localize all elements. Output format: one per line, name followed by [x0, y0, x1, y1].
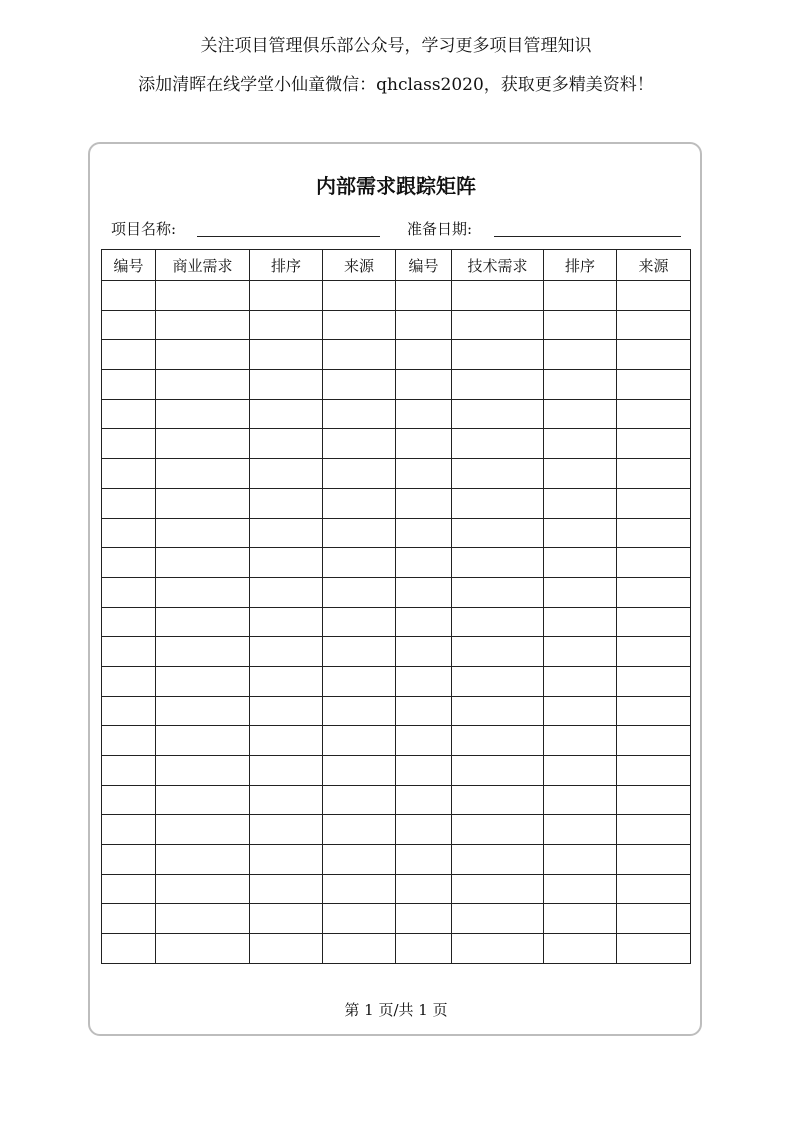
table-cell[interactable] [323, 845, 396, 875]
table-cell[interactable] [323, 726, 396, 756]
table-cell[interactable] [617, 637, 691, 667]
table-cell[interactable] [617, 281, 691, 311]
table-cell[interactable] [396, 488, 452, 518]
table-cell[interactable] [102, 370, 156, 400]
table-row [102, 340, 691, 370]
table-cell[interactable] [156, 726, 250, 756]
table-cell[interactable] [617, 696, 691, 726]
table-cell[interactable] [323, 577, 396, 607]
table-row [102, 518, 691, 548]
table-cell[interactable] [323, 340, 396, 370]
table-cell[interactable] [250, 607, 323, 637]
table-cell[interactable] [617, 607, 691, 637]
table-cell[interactable] [102, 637, 156, 667]
table-cell[interactable] [396, 399, 452, 429]
table-cell[interactable] [250, 310, 323, 340]
table-row [102, 756, 691, 786]
table-cell[interactable] [102, 934, 156, 964]
table-cell[interactable] [617, 459, 691, 489]
table-cell[interactable] [396, 637, 452, 667]
table-cell[interactable] [452, 518, 544, 548]
table-row [102, 785, 691, 815]
table-cell[interactable] [452, 637, 544, 667]
table-cell[interactable] [323, 370, 396, 400]
table-cell[interactable] [617, 488, 691, 518]
table-cell[interactable] [544, 399, 617, 429]
table-cell[interactable] [250, 756, 323, 786]
table-body [102, 281, 691, 964]
table-cell[interactable] [250, 548, 323, 578]
table-row [102, 815, 691, 845]
table-cell[interactable] [617, 904, 691, 934]
table-cell[interactable] [102, 815, 156, 845]
table-cell[interactable] [250, 429, 323, 459]
table-cell[interactable] [323, 874, 396, 904]
table-cell[interactable] [617, 340, 691, 370]
table-cell[interactable] [544, 934, 617, 964]
table-cell[interactable] [544, 340, 617, 370]
table-cell[interactable] [544, 815, 617, 845]
column-header-biz-source: 来源 [323, 250, 396, 281]
page-footer: 第 1 页/共 1 页 [344, 1001, 448, 1019]
table-row [102, 874, 691, 904]
table-cell[interactable] [250, 340, 323, 370]
column-header-technical-requirement: 技术需求 [452, 250, 544, 281]
table-row [102, 637, 691, 667]
table-cell[interactable] [617, 429, 691, 459]
table-cell[interactable] [396, 518, 452, 548]
table-row [102, 548, 691, 578]
table-cell[interactable] [156, 577, 250, 607]
table-cell[interactable] [156, 845, 250, 875]
table-cell[interactable] [250, 874, 323, 904]
table-cell[interactable] [452, 399, 544, 429]
table-cell[interactable] [544, 518, 617, 548]
table-cell[interactable] [396, 696, 452, 726]
table-row [102, 459, 691, 489]
table-cell[interactable] [250, 518, 323, 548]
table-cell[interactable] [102, 666, 156, 696]
table-row [102, 370, 691, 400]
table-cell[interactable] [102, 874, 156, 904]
table-cell[interactable] [156, 637, 250, 667]
table-cell[interactable] [452, 577, 544, 607]
table-cell[interactable] [396, 815, 452, 845]
table-cell[interactable] [250, 845, 323, 875]
table-cell[interactable] [544, 577, 617, 607]
table-cell[interactable] [544, 607, 617, 637]
table-cell[interactable] [156, 785, 250, 815]
table-cell[interactable] [323, 696, 396, 726]
table-cell[interactable] [452, 726, 544, 756]
table-cell[interactable] [156, 548, 250, 578]
table-cell[interactable] [102, 904, 156, 934]
table-cell[interactable] [323, 904, 396, 934]
column-header-business-requirement: 商业需求 [156, 250, 250, 281]
table-cell[interactable] [617, 845, 691, 875]
table-cell[interactable] [102, 518, 156, 548]
table-row [102, 726, 691, 756]
table-cell[interactable] [617, 756, 691, 786]
table-cell[interactable] [617, 815, 691, 845]
table-cell[interactable] [452, 310, 544, 340]
table-cell[interactable] [250, 637, 323, 667]
table-row [102, 281, 691, 311]
table-cell[interactable] [396, 548, 452, 578]
table-cell[interactable] [250, 696, 323, 726]
table-cell[interactable] [323, 310, 396, 340]
table-cell[interactable] [156, 607, 250, 637]
table-cell[interactable] [544, 904, 617, 934]
table-cell[interactable] [617, 874, 691, 904]
table-cell[interactable] [156, 904, 250, 934]
table-cell[interactable] [544, 459, 617, 489]
table-cell[interactable] [396, 726, 452, 756]
table-cell[interactable] [102, 340, 156, 370]
table-row [102, 904, 691, 934]
table-cell[interactable] [156, 281, 250, 311]
table-cell[interactable] [102, 726, 156, 756]
table-cell[interactable] [452, 785, 544, 815]
table-cell[interactable] [396, 934, 452, 964]
column-header-tech-id: 编号 [396, 250, 452, 281]
table-cell[interactable] [396, 785, 452, 815]
table-cell[interactable] [617, 666, 691, 696]
table-cell[interactable] [323, 607, 396, 637]
table-cell[interactable] [250, 934, 323, 964]
table-cell[interactable] [452, 874, 544, 904]
column-header-biz-priority: 排序 [250, 250, 323, 281]
table-cell[interactable] [323, 399, 396, 429]
table-cell[interactable] [396, 904, 452, 934]
table-row [102, 845, 691, 875]
table-cell[interactable] [156, 310, 250, 340]
table-cell[interactable] [617, 785, 691, 815]
table-cell[interactable] [323, 785, 396, 815]
table-cell[interactable] [102, 488, 156, 518]
table-cell[interactable] [396, 370, 452, 400]
prep-date-label: 准备日期: [407, 220, 473, 238]
prep-date-field[interactable] [494, 236, 681, 237]
table-cell[interactable] [156, 934, 250, 964]
table-cell[interactable] [323, 459, 396, 489]
table-cell[interactable] [156, 488, 250, 518]
table-cell[interactable] [544, 310, 617, 340]
table-cell[interactable] [250, 370, 323, 400]
column-header-tech-source: 来源 [617, 250, 691, 281]
table-cell[interactable] [452, 488, 544, 518]
table-cell[interactable] [102, 785, 156, 815]
table-cell[interactable] [156, 459, 250, 489]
table-cell[interactable] [544, 488, 617, 518]
form-title: 内部需求跟踪矩阵 [316, 174, 476, 198]
table-cell[interactable] [102, 607, 156, 637]
table-cell[interactable] [102, 845, 156, 875]
table-cell[interactable] [452, 281, 544, 311]
table-cell[interactable] [544, 726, 617, 756]
table-row [102, 488, 691, 518]
table-cell[interactable] [250, 281, 323, 311]
table-cell[interactable] [396, 666, 452, 696]
table-cell[interactable] [544, 845, 617, 875]
table-cell[interactable] [617, 399, 691, 429]
table-cell[interactable] [156, 666, 250, 696]
table-cell[interactable] [396, 310, 452, 340]
table-cell[interactable] [250, 815, 323, 845]
table-cell[interactable] [396, 756, 452, 786]
table-cell[interactable] [396, 607, 452, 637]
header-promo-line-1: 关注项目管理俱乐部公众号，学习更多项目管理知识 [200, 36, 592, 56]
table-cell[interactable] [396, 340, 452, 370]
table-row [102, 310, 691, 340]
column-header-tech-priority: 排序 [544, 250, 617, 281]
table-cell[interactable] [323, 637, 396, 667]
project-name-label: 项目名称: [111, 220, 177, 238]
table-cell[interactable] [323, 518, 396, 548]
table-row [102, 399, 691, 429]
table-row [102, 666, 691, 696]
table-cell[interactable] [323, 934, 396, 964]
table-cell[interactable] [396, 459, 452, 489]
table-cell[interactable] [250, 577, 323, 607]
table-row [102, 607, 691, 637]
table-cell[interactable] [156, 696, 250, 726]
table-cell[interactable] [617, 310, 691, 340]
table-cell[interactable] [102, 696, 156, 726]
requirements-matrix-table [101, 249, 691, 964]
table-cell[interactable] [250, 666, 323, 696]
table-cell[interactable] [102, 281, 156, 311]
table-cell[interactable] [452, 845, 544, 875]
table-cell[interactable] [617, 726, 691, 756]
table-cell[interactable] [102, 459, 156, 489]
table-cell[interactable] [396, 874, 452, 904]
table-row [102, 696, 691, 726]
table-cell[interactable] [452, 459, 544, 489]
table-cell[interactable] [396, 429, 452, 459]
table-cell[interactable] [156, 518, 250, 548]
table-row [102, 429, 691, 459]
table-cell[interactable] [250, 785, 323, 815]
table-cell[interactable] [544, 281, 617, 311]
table-cell[interactable] [250, 726, 323, 756]
table-cell[interactable] [452, 934, 544, 964]
table-cell[interactable] [544, 548, 617, 578]
table-row [102, 577, 691, 607]
table-cell[interactable] [250, 459, 323, 489]
table-cell[interactable] [156, 370, 250, 400]
table-cell[interactable] [156, 399, 250, 429]
table-cell[interactable] [156, 340, 250, 370]
table-cell[interactable] [102, 399, 156, 429]
table-cell[interactable] [323, 281, 396, 311]
table-cell[interactable] [544, 429, 617, 459]
table-cell[interactable] [452, 696, 544, 726]
table-cell[interactable] [452, 815, 544, 845]
table-cell[interactable] [250, 399, 323, 429]
table-cell[interactable] [250, 904, 323, 934]
table-cell[interactable] [544, 785, 617, 815]
table-cell[interactable] [452, 904, 544, 934]
table-cell[interactable] [452, 607, 544, 637]
table-cell[interactable] [156, 429, 250, 459]
table-cell[interactable] [452, 340, 544, 370]
table-cell[interactable] [544, 637, 617, 667]
table-cell[interactable] [544, 696, 617, 726]
table-cell[interactable] [617, 518, 691, 548]
table-cell[interactable] [396, 845, 452, 875]
table-cell[interactable] [617, 577, 691, 607]
header-promo-line-2: 添加清晖在线学堂小仙童微信：qhclass2020，获取更多精美资料！ [138, 75, 654, 95]
table-cell[interactable] [323, 548, 396, 578]
table-cell[interactable] [544, 666, 617, 696]
table-cell[interactable] [102, 756, 156, 786]
table-cell[interactable] [156, 815, 250, 845]
table-cell[interactable] [452, 429, 544, 459]
table-cell[interactable] [323, 815, 396, 845]
table-cell[interactable] [544, 874, 617, 904]
table-cell[interactable] [323, 756, 396, 786]
table-cell[interactable] [452, 666, 544, 696]
table-cell[interactable] [617, 370, 691, 400]
table-cell[interactable] [396, 577, 452, 607]
table-row [102, 934, 691, 964]
project-name-field[interactable] [197, 236, 380, 237]
table-cell[interactable] [544, 370, 617, 400]
table-cell[interactable] [452, 756, 544, 786]
table-cell[interactable] [396, 281, 452, 311]
table-cell[interactable] [617, 934, 691, 964]
table-cell[interactable] [323, 666, 396, 696]
column-header-biz-id: 编号 [102, 250, 156, 281]
table-cell[interactable] [544, 756, 617, 786]
table-cell[interactable] [156, 756, 250, 786]
table-cell[interactable] [102, 548, 156, 578]
table-cell[interactable] [102, 577, 156, 607]
table-cell[interactable] [156, 874, 250, 904]
table-cell[interactable] [102, 429, 156, 459]
table-header-row [102, 250, 691, 281]
table-cell[interactable] [323, 429, 396, 459]
table-cell[interactable] [452, 370, 544, 400]
table-cell[interactable] [250, 488, 323, 518]
table-cell[interactable] [617, 548, 691, 578]
table-cell[interactable] [102, 310, 156, 340]
table-cell[interactable] [452, 548, 544, 578]
table-cell[interactable] [323, 488, 396, 518]
